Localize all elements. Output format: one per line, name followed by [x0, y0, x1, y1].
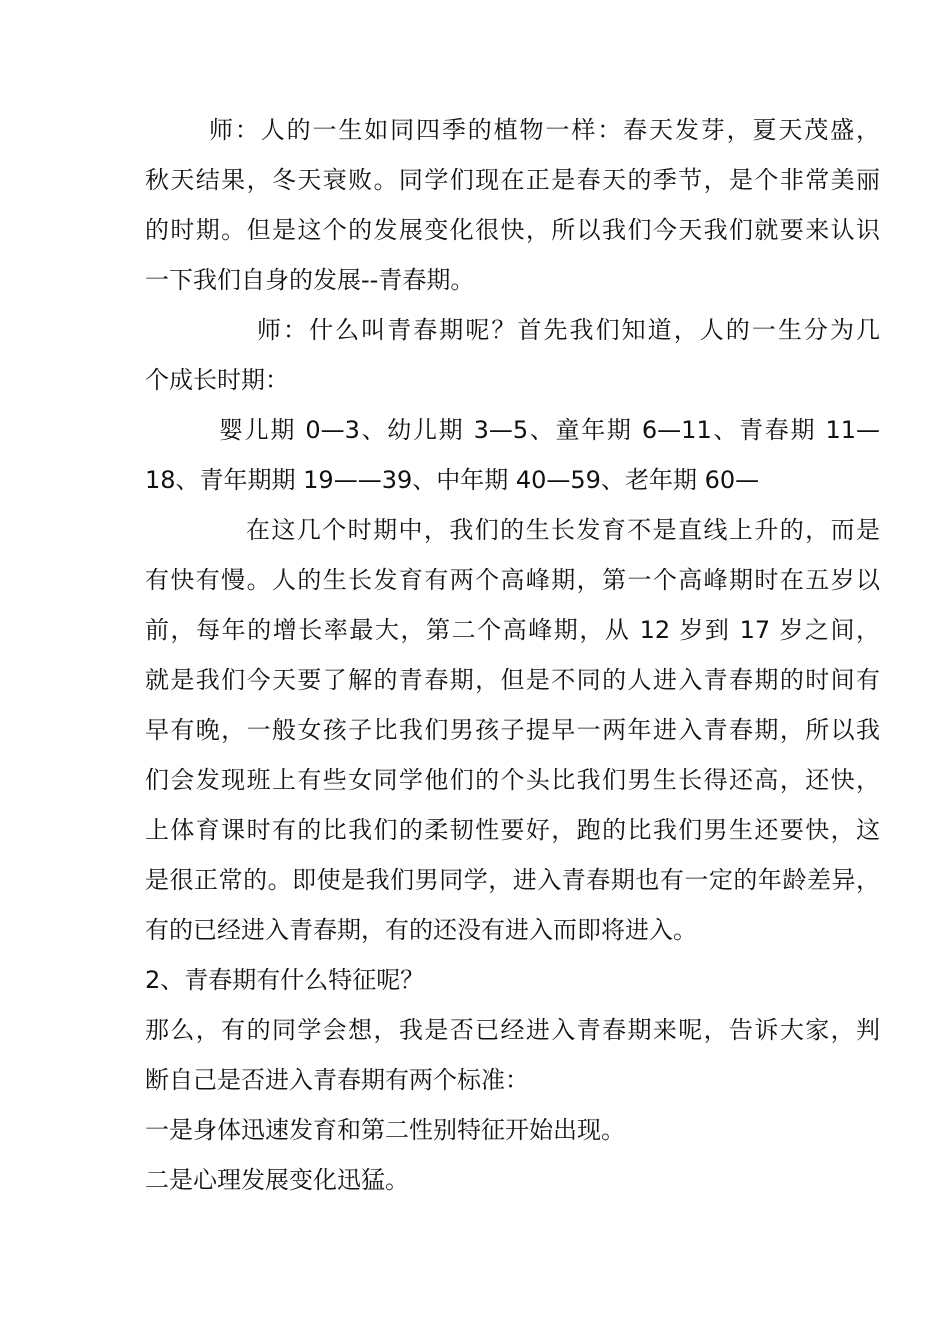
text-line-3: 的时期。但是这个的发展变化很快，所以我们今天我们就要来认识 — [145, 216, 880, 244]
text-line-2: 秋天结果，冬天衰败。同学们现在正是春天的季节，是个非常美丽 — [145, 166, 880, 194]
text-line-8: 18、青年期期 19——39、中年期 40—59、老年期 60— — [145, 466, 760, 494]
text-line-10: 有快有慢。人的生长发育有两个高峰期，第一个高峰期时在五岁以 — [145, 566, 880, 594]
criterion-1: 一是身体迅速发育和第二性别特征开始出现。 — [145, 1116, 625, 1144]
section-heading: 2、青春期有什么特征呢？ — [145, 966, 425, 994]
text-line-13: 早有晚，一般女孩子比我们男孩子提早一两年进入青春期，所以我 — [145, 716, 880, 744]
criterion-2: 二是心理发展变化迅猛。 — [145, 1166, 409, 1194]
text-line-9: 在这几个时期中，我们的生长发育不是直线上升的，而是 — [246, 516, 880, 544]
text-line-19: 那么，有的同学会想，我是否已经进入青春期来呢，告诉大家，判 — [145, 1016, 880, 1044]
text-line-7: 婴儿期 0—3、幼儿期 3—5、童年期 6—11、青春期 11— — [219, 416, 880, 444]
text-line-6: 个成长时期： — [145, 366, 289, 394]
text-line-4: 一下我们自身的发展--青春期。 — [145, 266, 475, 294]
text-line-14: 们会发现班上有些女同学他们的个头比我们男生长得还高，还快， — [145, 766, 880, 794]
text-line-20: 断自己是否进入青春期有两个标准： — [145, 1066, 529, 1094]
text-line-12: 就是我们今天要了解的青春期，但是不同的人进入青春期的时间有 — [145, 666, 880, 694]
text-line-15: 上体育课时有的比我们的柔韧性要好，跑的比我们男生还要快，这 — [145, 816, 880, 844]
text-line-16: 是很正常的。即使是我们男同学，进入青春期也有一定的年龄差异， — [145, 866, 880, 894]
text-line-1: 师：人的一生如同四季的植物一样：春天发芽，夏天茂盛， — [209, 116, 880, 144]
text-line-17: 有的已经进入青春期，有的还没有进入而即将进入。 — [145, 916, 697, 944]
text-line-11: 前，每年的增长率最大，第二个高峰期，从 12 岁到 17 岁之间， — [145, 616, 880, 644]
text-line-5: 师：什么叫青春期呢？首先我们知道，人的一生分为几 — [257, 316, 880, 344]
